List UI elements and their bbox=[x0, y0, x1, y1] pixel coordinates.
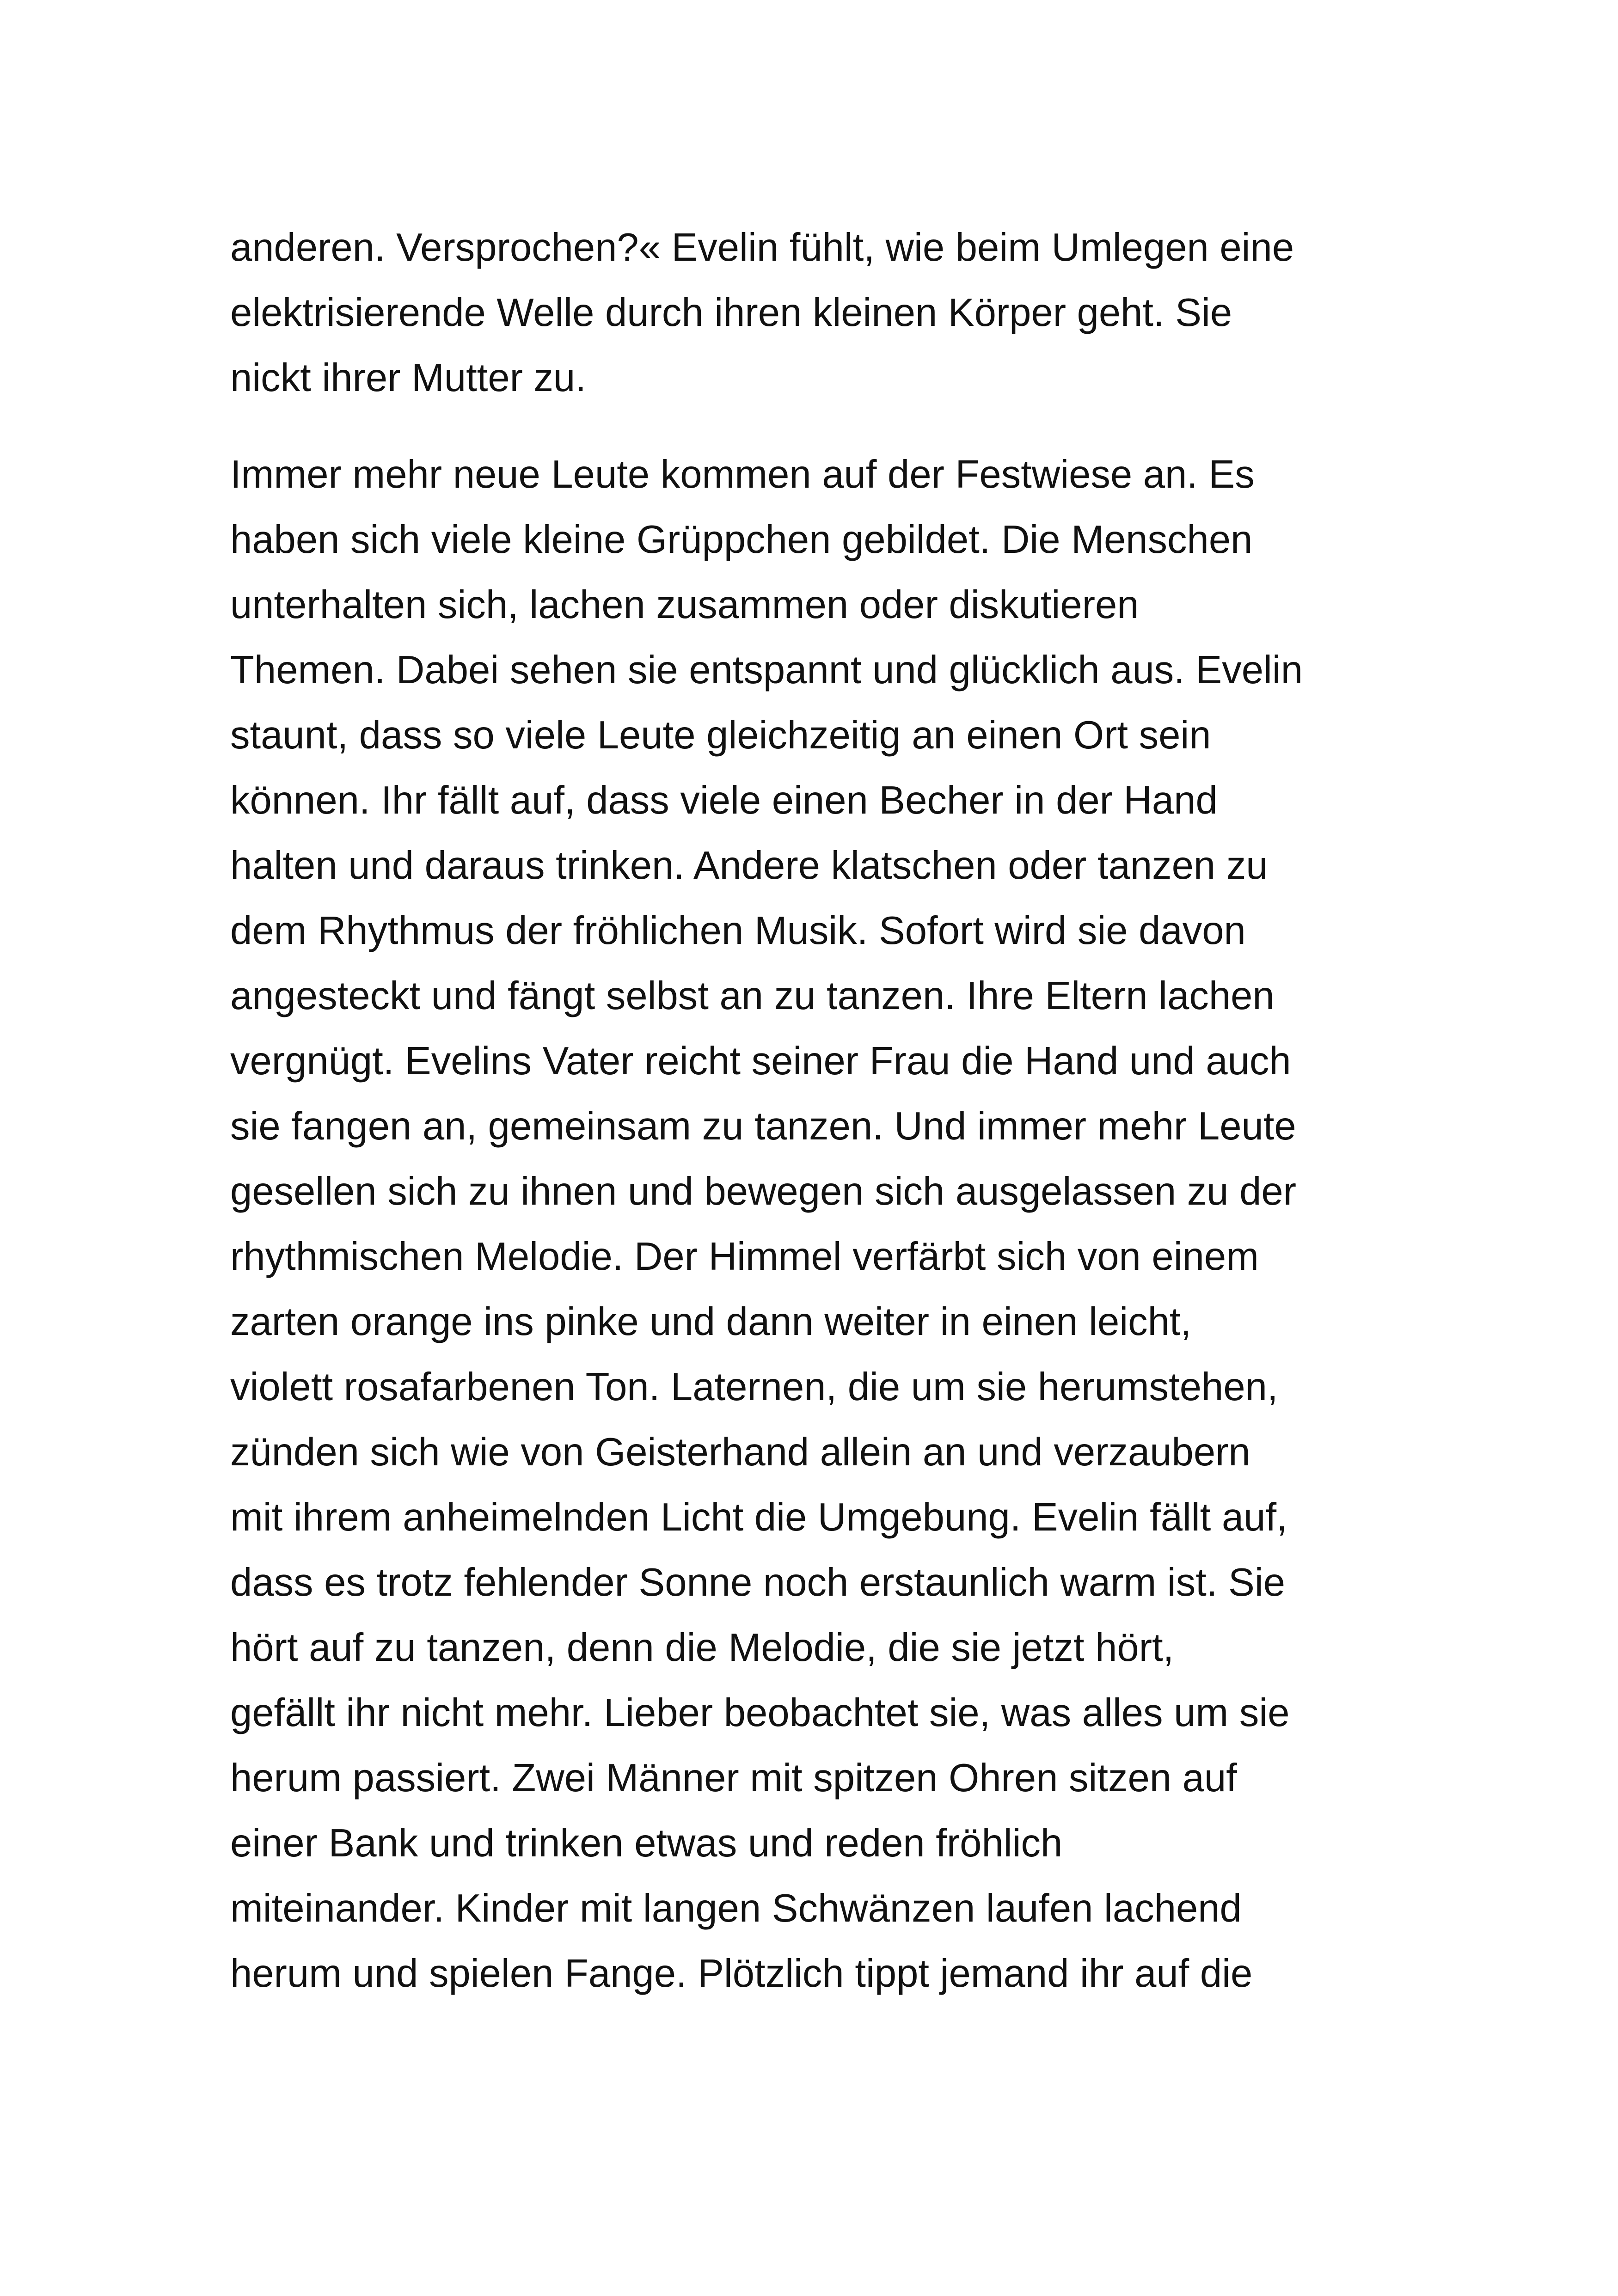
text-line: herum passiert. Zwei Männer mit spitzen Ohren sitzen auf bbox=[230, 1756, 1237, 1800]
paragraph-2 bbox=[230, 442, 1414, 2006]
paragraph-1 bbox=[230, 215, 1414, 410]
text-line: gesellen sich zu ihnen und bewegen sich ausgelassen zu der bbox=[230, 1169, 1296, 1213]
text-line: staunt, dass so viele Leute gleichzeitig an einen Ort sein bbox=[230, 713, 1211, 757]
text-line: sie fangen an, gemeinsam zu tanzen. Und immer mehr Leute bbox=[230, 1104, 1296, 1148]
text-line: gefällt ihr nicht mehr. Lieber beobachtet sie, was alles um sie bbox=[230, 1691, 1290, 1735]
text-line: hört auf zu tanzen, denn die Melodie, die sie jetzt hört, bbox=[230, 1626, 1174, 1670]
text-line: elektrisierende Welle durch ihren kleinen Körper geht. Sie bbox=[230, 291, 1232, 335]
text-line: anderen. Versprochen?« Evelin fühlt, wie beim Umlegen eine bbox=[230, 226, 1294, 269]
text-line: zarten orange ins pinke und dann weiter in einen leicht, bbox=[230, 1300, 1192, 1344]
paragraph-spacer bbox=[230, 410, 1414, 442]
text-line: halten und daraus trinken. Andere klatschen oder tanzen zu bbox=[230, 844, 1268, 888]
text-line: Themen. Dabei sehen sie entspannt und glücklich aus. Evelin bbox=[230, 648, 1303, 692]
text-line: einer Bank und trinken etwas und reden fröhlich bbox=[230, 1821, 1063, 1865]
text-line: vergnügt. Evelins Vater reicht seiner Frau die Hand und auch bbox=[230, 1039, 1291, 1083]
text-line: angesteckt und fängt selbst an zu tanzen. Ihre Eltern lachen bbox=[230, 974, 1275, 1018]
text-line: dass es trotz fehlender Sonne noch erstaunlich warm ist. Sie bbox=[230, 1561, 1286, 1604]
text-line: mit ihrem anheimelnden Licht die Umgebung. Evelin fällt auf, bbox=[230, 1495, 1287, 1539]
text-line: Immer mehr neue Leute kommen auf der Festwiese an. Es bbox=[230, 453, 1255, 496]
text-line: können. Ihr fällt auf, dass viele einen Becher in der Hand bbox=[230, 778, 1218, 822]
text-line: rhythmischen Melodie. Der Himmel verfärbt sich von einem bbox=[230, 1235, 1259, 1279]
text-line: haben sich viele kleine Grüppchen gebildet. Die Menschen bbox=[230, 518, 1253, 562]
body-text bbox=[230, 215, 1414, 2006]
text-line: zünden sich wie von Geisterhand allein an und verzaubern bbox=[230, 1430, 1250, 1474]
text-line: unterhalten sich, lachen zusammen oder diskutieren bbox=[230, 583, 1139, 627]
text-line: nickt ihrer Mutter zu. bbox=[230, 356, 586, 400]
text-line: dem Rhythmus der fröhlichen Musik. Sofort wird sie davon bbox=[230, 909, 1246, 953]
text-line: violett rosafarbenen Ton. Laternen, die um sie herumstehen, bbox=[230, 1365, 1278, 1409]
text-line: herum und spielen Fange. Plötzlich tippt jemand ihr auf die bbox=[230, 1952, 1253, 1996]
text-line: miteinander. Kinder mit langen Schwänzen laufen lachend bbox=[230, 1886, 1242, 1930]
